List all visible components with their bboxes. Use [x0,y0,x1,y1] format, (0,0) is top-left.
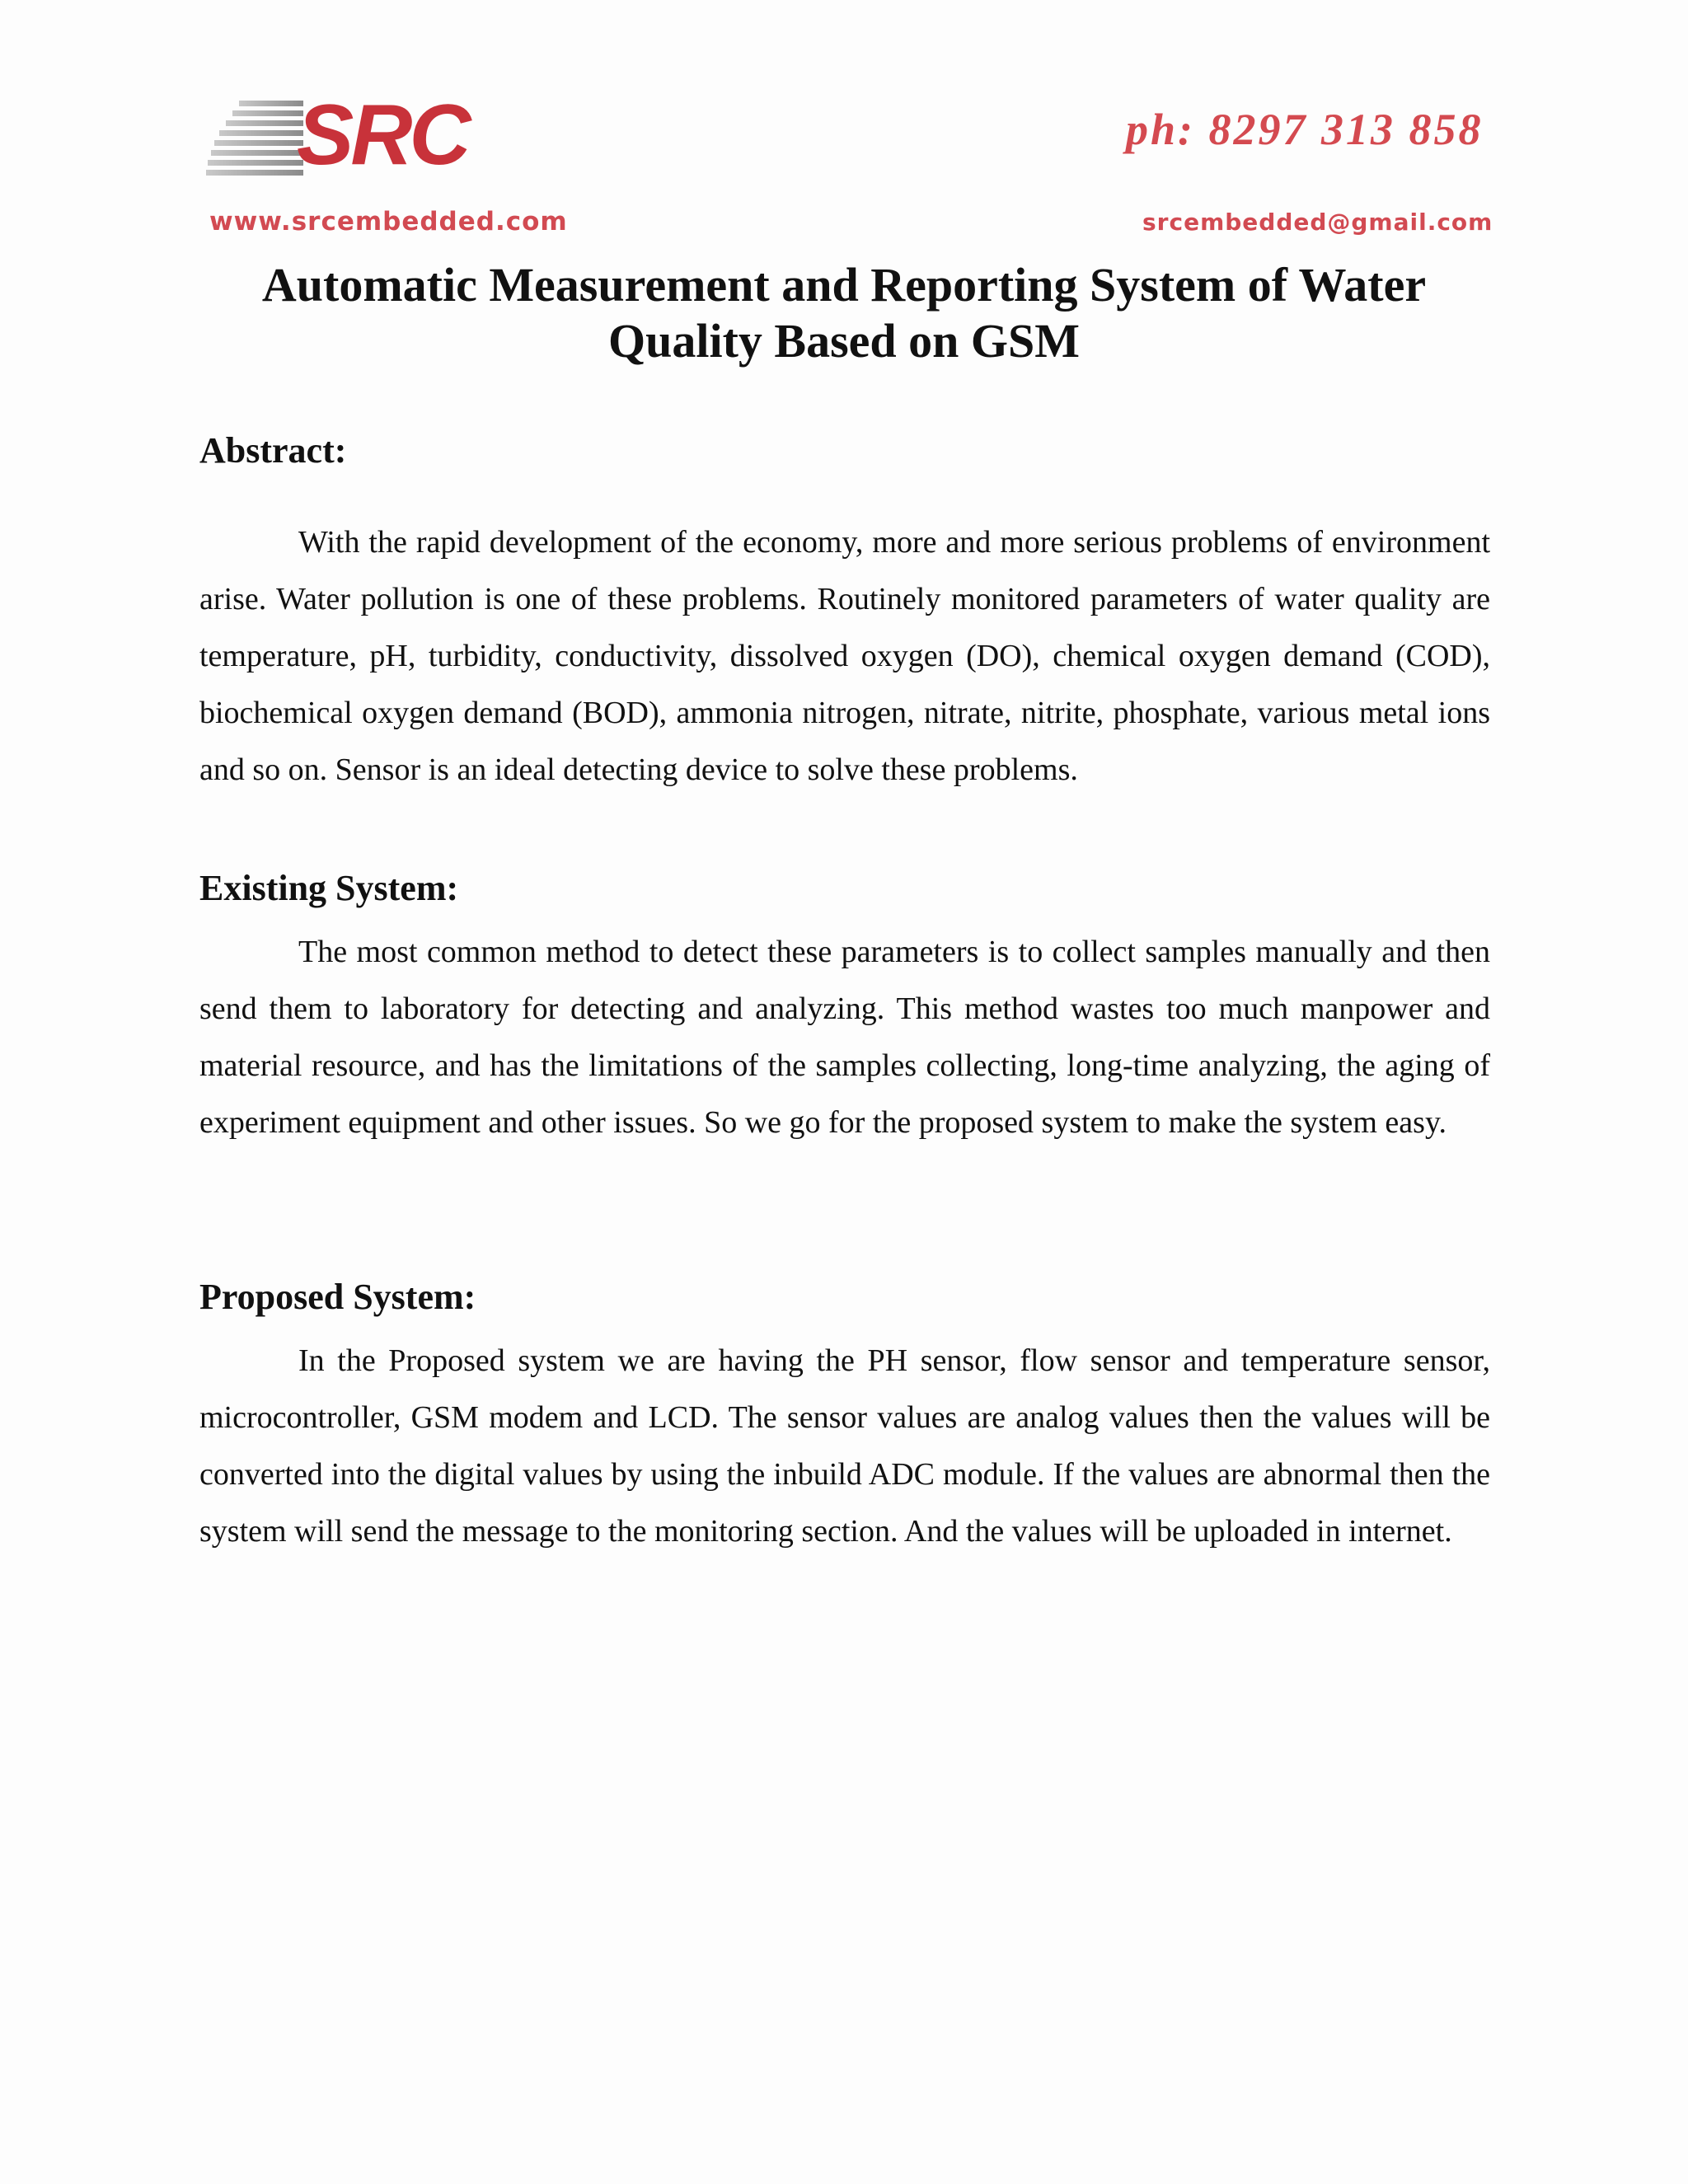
phone-number: ph: 8297 313 858 [1126,105,1484,154]
src-logo [206,87,468,183]
website-url: www.srcembedded.com [209,207,568,237]
email-address: srcembedded@gmail.com [1142,209,1493,236]
logo-stripes-graphic [206,97,305,180]
document-title: Automatic Measurement and Reporting System of Water Quality Based on GSM [261,258,1427,368]
existing-system-heading: Existing System: [199,868,459,908]
abstract-heading: Abstract: [199,430,347,471]
proposed-system-heading: Proposed System: [199,1277,476,1317]
abstract-paragraph: With the rapid development of the economy, more and more serious problems of environment arise. Water pollution is one of these problems. Routinely monitored parameters of water quality are temperature, pH, turbidity, conductivity, dissolved oxygen (DO), chemical oxygen demand (COD), biochemical oxygen demand (BOD), ammonia nitrogen, nitrate, nitrite, phosphate, various metal ions and so on. Sensor is an ideal detecting device to solve these problems. [199,525,1490,787]
logo-text: SRC [297,87,468,183]
proposed-system-paragraph: In the Proposed system we are having the PH sensor, flow sensor and temperature sensor, microcontroller, GSM modem and LCD. The sensor values are analog values then the values will be converted into the digital values by using the inbuild ADC module. If the values are abnormal then the system will send the message to the monitoring section. And the values will be uploaded in internet. [199,1343,1490,1549]
existing-system-paragraph: The most common method to detect these parameters is to collect samples manually and then send them to laboratory for detecting and analyzing. This method wastes too much manpower and material resource, and has the limitations of the samples collecting, long-time analyzing, the aging of experiment equipment and other issues. So we go for the proposed system to make the system easy. [199,935,1490,1140]
